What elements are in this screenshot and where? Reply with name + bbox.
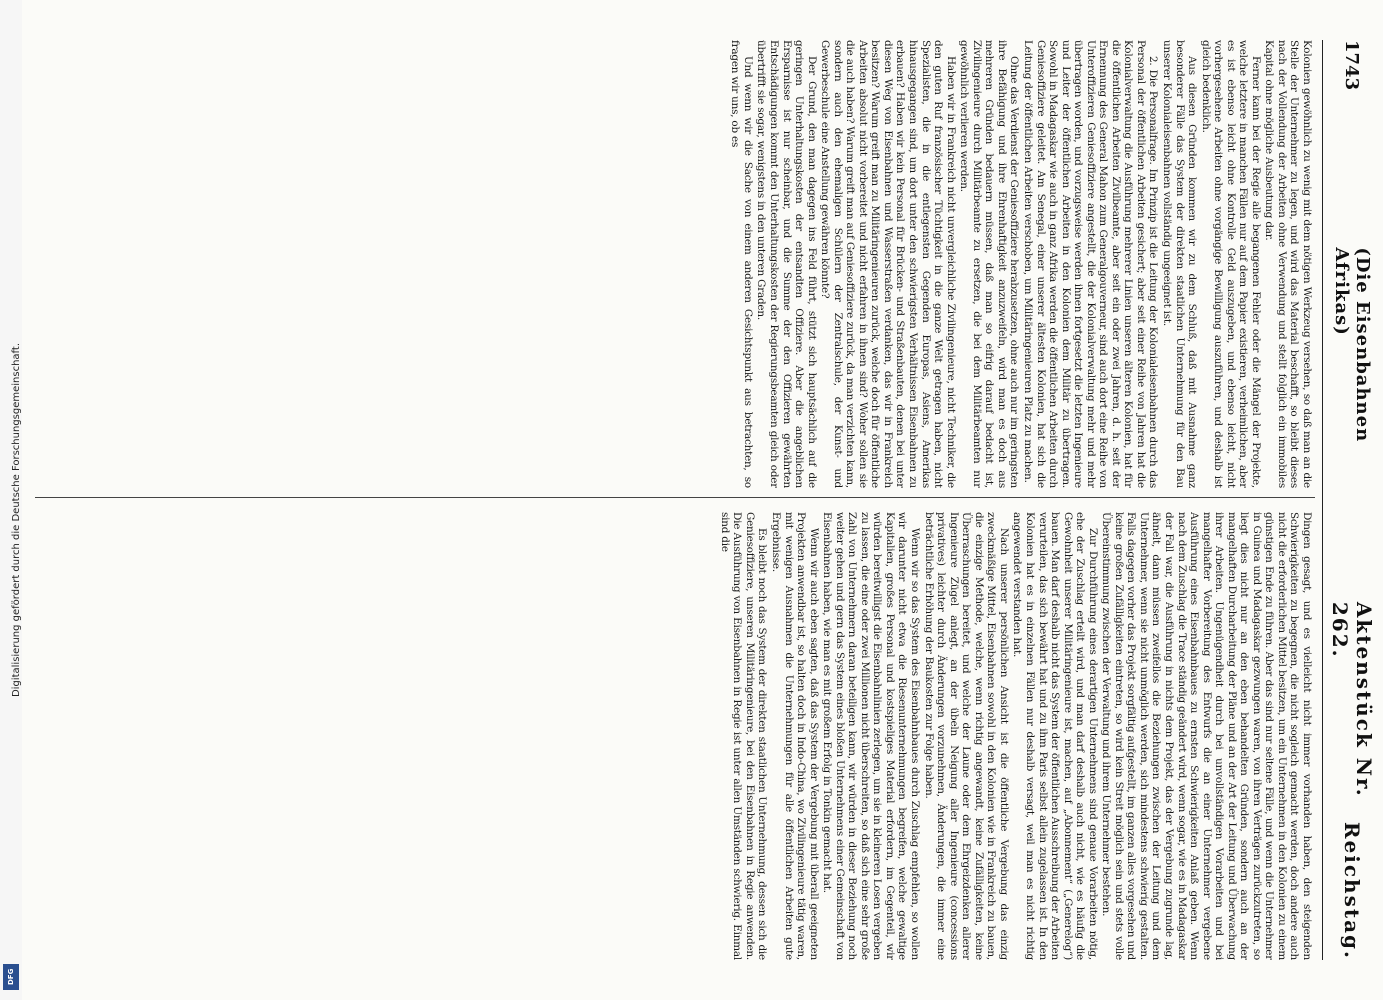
column-divider bbox=[35, 497, 1315, 498]
digitization-credit: Digitalisierung gefördert durch die Deutsche Forschungsgemeinschaft. bbox=[11, 342, 22, 698]
text-column-left bbox=[23, 512, 1313, 960]
paragraph: 2. Die Personalfrage. Im Prinzip ist die Leitung der Kolonialeisenbahnen durch das Personal der öffentlichen Arbeiten gesichert; aber seit einer Reihe von Jahren hat die Kolonialverwaltung die Ausführung mehrerer Linien unseren älteren Kolonien, hat für die öffentlichen Arbeiten Zivilbeamte, aber seit ein oder zwei Jahren, d. h. seit der Ernennung des General Mahon zum Generalgouverneur, sind auch dort eine Reihe von Unteroffizieren Geniesoffiziere angestellt, die der Kolonialverwaltung mehr und mehr übertragen worden, und vorzugsweise werden ihnen fortgesetzt die letzten Ingenieure und Leiter der öffentlichen Arbeiten in den Kolonien dem Militär zu übertragen. Sowohl in Madagaskar wie auch in ganz Afrika werden die öffentlichen Arbeiten durch Geniesoffiziere geleitet. Am Senegal, einer unserer ältesten Kolonien, hat sich die Leitung der öffentlichen Arbeiten verschoben, um Militäringenieuren Platz zu machen. bbox=[1021, 40, 1160, 488]
page-number: 1743 bbox=[1341, 40, 1363, 91]
paragraph: Aus diesen Gründen kommen wir zu dem Schluß, daß mit Ausnahme ganz besonderer Fälle das System der direkten staatlichen Unternehmung für den Bau unserer Kolonialeisenbahnen vollständig ungeeignet ist. bbox=[1160, 40, 1199, 488]
paragraph: Es bleibt noch das System der direkten staatlichen Unternehmung, dessen sich die Geniesoffiziere, unseren Militäringenieure, bei den Eisenbahnen in Regie anwenden. Die Ausführung von Eisenbahnen in Regie ist unter allen Umständen schwierig. Einmal sind die bbox=[718, 512, 769, 960]
text-column-right bbox=[23, 40, 1313, 488]
paragraph: Haben wir in Frankreich nicht unvergleichliche Zivilingenieure, nicht Techniker, die den guten Ruf französischer Tüchtigkeit in die ganze Welt getragen haben, nicht Spezialisten, die in die entlegensten Gegenden Europas, Asiens, Amerikas hinausgegangen sind, um dort unter den schwierigsten Verhältnissen Eisenbahnen zu erbauen? Haben wir kein Personal für Brücken- und Straßenbauten, denen bei unter diesen Weg von Eisenbahnen und Wasserstraßen verdanken, das wir in Frankreich besitzen? Warum greift man zu Militäringenieuren zurück, welche doch für öffentliche Arbeiten absolut nicht vorbereitet und nicht erfahren in ihnen sind? Woher sollen sie die auch haben? Warum greift man auf Geniesoffiziere zurück, da man verzichten kann, sondern auch den ehemaligen Schülern der Zentralschule, der Kunst- und Gewerbeschule eine Anstellung gewähren könnte? bbox=[819, 40, 957, 488]
document-number: Aktenstück Nr. 262. bbox=[1328, 601, 1376, 798]
paragraph: Dingen gesagt, und es vielleicht nicht immer vorhanden haben, den steigenden Schwierigkeiten zu begegnen, die nicht sogleich gemacht werden, doch andere auch nicht die erforderlichen Mittel besitzen, um ein Unternehmen in den Kolonien zu einem günstigen Ende zu führen. Aber das sind nur seltene Fälle, und wenn die Unternehmer in Guinea und Madagaskar gezwungen waren, von ihren Verträgen zurückzutreten, so liegt dies nicht nur an den eben behandelten Gründen, sondern auch an der mangelhaften Durcharbeitung der Pläne und an der Art der Leitung und Überwachung ihrer Arbeiten. Ungenügendheit durch bei unvollständigen Vorarbeiten und bei mangelhafter Vorbereitung des Entwurfs die an einer Unternehmer vergebene Ausführung eines Eisenbahnbaues zu ernsten Schwierigkeiten Anlaß geben. Wenn nach dem Zuschlag die Trace ständig geändert wird, wenn sogar, wie es in Madagaskar der Fall war, die Ausführung in nichts dem Projekt, das der Vergebung zugrunde lag, ähnelt, dann müssen zweifellos die Beziehungen zwischen der Leitung und dem Unternehmer, wenn sie nicht unmöglich werden, sich mindestens schwierig gestalten. Falls dagegen vorher das Projekt sorgfältig aufgestellt, im ganzen alles vorgesehen und keine großen Zufälligkeiten eintreten, so wird kein Streit möglich sein und stets volle Übereinstimmung zwischen der Verwaltung und ihrem Unternehmer bestehen. bbox=[1100, 512, 1313, 960]
topic-title: (Die Eisenbahnen Afrikas) bbox=[1331, 247, 1373, 443]
paragraph: Ohne das Verdienst der Geniesoffiziere herabzusetzen, ohne auch nur im geringsten ihre Befähigung und ihre Ehrenhaftigkeit anzuzweifeln, wird man es doch aus mehreren Gründen bedauern müssen, daß man so eifrig darauf bedacht ist, Zivilingenieure durch Militärbeamte zu ersetzen, die bei dem Militärbeamten nur gewöhnlich verlieren werden. bbox=[958, 40, 1021, 488]
paragraph: Ferner kann bei der Regie alle begangenen Fehler oder die Mängel der Projekte, welche letztere in manchen Fällen nur auf dem Papier existieren, verheimlichen, aber es ist ebenso leicht ohne Kontrolle Geld auszugeben, und ebenso leicht, nicht vorhergesehene Arbeiten ohne vorgängige Bewilligung auszuführen, und deshalb ist gleich bedenklich. bbox=[1199, 40, 1262, 488]
header-rule bbox=[1322, 40, 1323, 960]
paragraph: Kolonien gewöhnlich zu wenig mit dem nötigen Werkzeug versehen, so daß man an die Stelle der Unternehmer zu legen, und wird das Material beschafft, so bleibt dieses nach der Vollendung der Arbeiten ohne Verwendung und stellt folglich ein immobiles Kapital ohne mögliche Ausbeutung dar. bbox=[1263, 40, 1313, 488]
paragraph: Der Grund, den man dagegen ins Feld führt, stützt sich hauptsächlich auf die geringen Unterhaltungskosten der entsandten Offiziere. Aber die angeblichen Ersparnisse ist nur scheinbar, und die Summe der den Offizieren gewährten Entschädigungen kommt den Unterhaltungskosten der Regierungsbeamten gleich oder übertrifft sie sogar, wenigstens in den unteren Graden. bbox=[755, 40, 818, 488]
paragraph: Zur Durchführung eines derartigen Unternehmens sind genaue Vorarbeiten nötig, ehe der Zuschlag erteilt wird, und man darf deshalb auch nicht, wie es häufig die Gewohnheit unserer Militäringenieure ist, machen, auf „Abonnement“ („Generelog“) bauen. Man darf deshalb nicht das System der öffentlichen Ausschreibung der Arbeiten verurteilen, das sich bewährt hat und zu ihm Paris selbst allein zugelassen ist. In den Kolonien hat es in einzelnen Fällen nur deshalb versagt, weil man es nicht richtig angewendet verstanden hat. bbox=[1011, 512, 1099, 960]
paragraph: Wenn wir so das System des Eisenbahnbaues durch Zuschlag empfehlen, so wollen wir darunter nicht etwa die Riesenunternehmungen begreifen, welche gewaltige Kapitalien, großes Personal und kostspieliges Material erfordern, im Gegenteil, wir würden bereitwilligst die Eisenbahnlinien zerlegen, um sie in kleineren Losen vergeben zu lassen, die eine oder zwei Millionen nicht überschreiten, so daß sich eine sehr große Zahl von Unternehmern daran beteiligen kann, wir würden in dieser Beziehung noch weiter gehen und gern das System eines bloßen Unternehmens einer Gemeinschaft von Eisenbahnen haben, wie man es mit großem Erfolg in Tonkin gemacht hat. bbox=[821, 512, 922, 960]
paragraph: Nach unserer persönlichen Ansicht ist die öffentliche Vergebung das einzig zweckmäßige Mittel, Eisenbahnen sowohl in den Kolonien wie in Frankreich zu bauen, die einzige Methode, welche, wenn richtig angewandt, keine Zufälligkeiten, keine Überraschungen bereitet, und welche der Laune oder dem Ehrgeizdenken allerer Ingenieure Zügel anlegt, an der übeln Neigung aller Ingenieure (concessions privatives) leichter durch Änderungen vorzunehmen, Änderungen, die immer eine beträchtliche Erhöhung der Baukosten zur Folge haben. bbox=[922, 512, 1010, 960]
running-header bbox=[1327, 40, 1377, 960]
paragraph: Und wenn wir die Sache von einem anderen Gesichtspunkt aus betrachten, so fragen wir uns, ob es bbox=[729, 40, 754, 488]
paragraph: Wenn wir auch eben sagten, daß das System der Vergebung mit überall geeigneten Projekten anwendbar ist, so halten doch in Indo-China, wo Zivilingenieure tätig waren, mit wenigen Ausnahmen die Unternehmungen für alle öffentlichen Arbeiten gute Ergebnisse. bbox=[770, 512, 820, 960]
dfg-logo-icon: DFG bbox=[3, 964, 19, 990]
publication-name: Reichstag. bbox=[1340, 821, 1364, 960]
